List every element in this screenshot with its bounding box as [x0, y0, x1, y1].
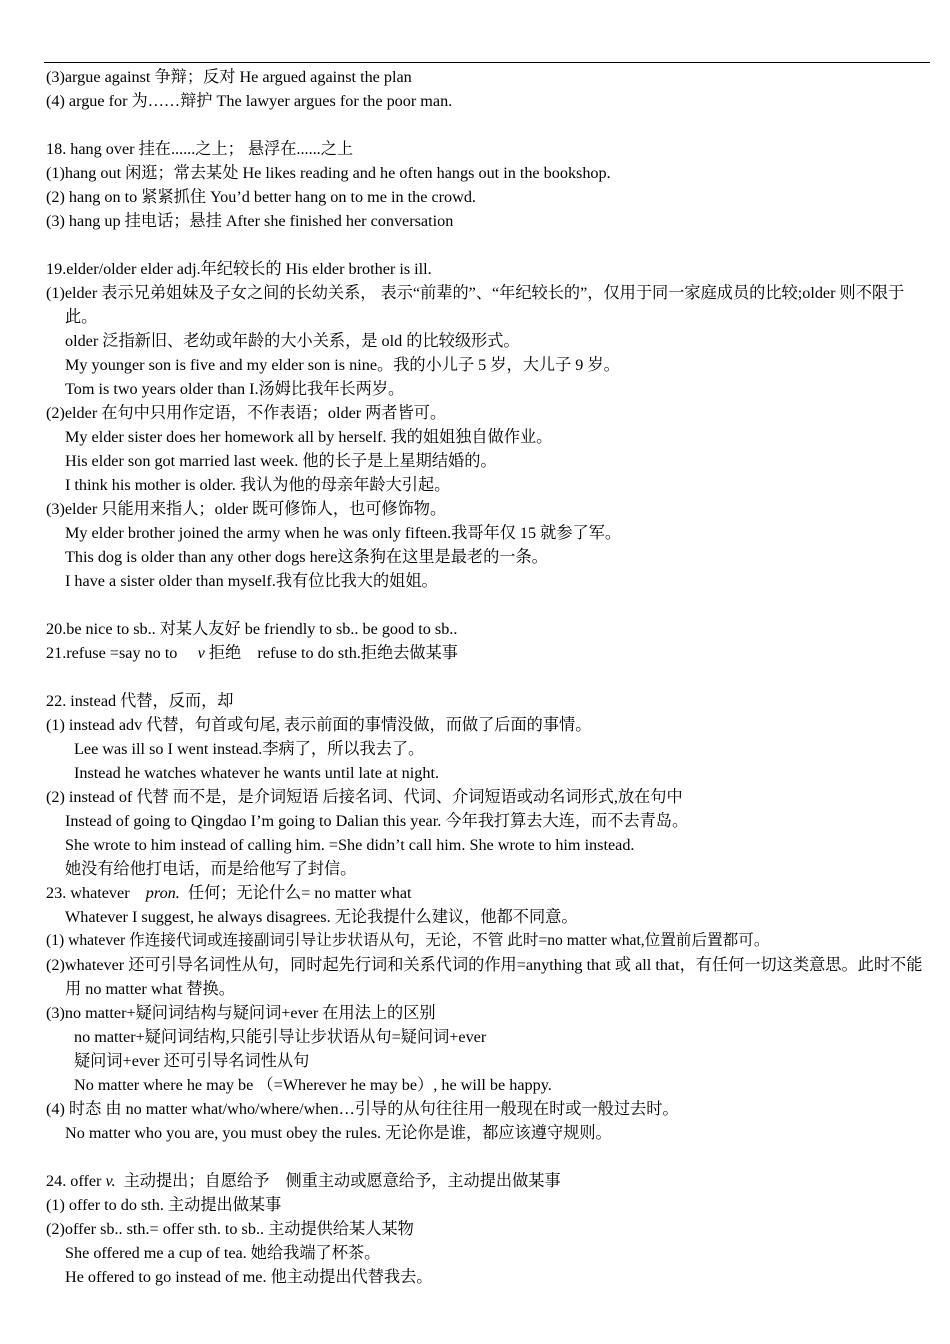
example-line: no matter+疑问词结构,只能引导让步状语从句=疑问词+ever	[74, 1028, 487, 1046]
section-heading: 22. instead 代替，反而，却	[46, 692, 234, 710]
text-run: 拒绝 refuse to do sth.拒绝去做某事	[204, 644, 458, 662]
blank-line	[46, 593, 930, 617]
document-body	[46, 65, 930, 1289]
example-line: Whatever I suggest, he always disagrees. 无论我提什么建议，他都不同意。	[65, 908, 578, 926]
text-line: (2)offer sb.. sth.= offer sth. to sb.. 主动提供给某人某物	[46, 1220, 414, 1238]
text-run: 主动提出；自愿给予 侧重主动或愿意给予，主动提出做某事	[115, 1172, 561, 1190]
example-line: My elder sister does her homework all by herself. 我的姐姐独自做作业。	[65, 428, 553, 446]
text-run-italic: v	[197, 644, 205, 662]
example-line: She wrote to him instead of calling him. =She didn’t call him. She wrote to him instead.	[65, 836, 635, 854]
text-line: (2) instead of 代替 而不是，是介词短语 后接名词、代词、介词短语或动名词形式,放在句中	[46, 788, 683, 806]
text-line: (2)whatever 还可引导名词性从句，同时起先行词和关系代词的作用=anything that 或 all that，有任何一切这类意思。此时不能用 no matter what 替换。	[46, 956, 923, 998]
text-line: (1) offer to do sth. 主动提出做某事	[46, 1196, 282, 1214]
blank-line	[46, 665, 930, 689]
example-line: 她没有给他打电话，而是给他写了封信。	[65, 860, 357, 878]
blank-line	[46, 1145, 930, 1169]
text-run: 23. whatever	[46, 884, 146, 902]
blank-line	[46, 233, 930, 257]
text-line: (3)elder 只能用来指人；older 既可修饰人，也可修饰物。	[46, 500, 447, 518]
text-run: 任何；无论什么= no matter what	[179, 884, 412, 902]
text-line: (2) hang on to 紧紧抓住 You’d better hang on to me in the crowd.	[46, 188, 476, 206]
example-line: His elder son got married last week. 他的长子是上星期结婚的。	[65, 452, 497, 470]
example-line: No matter who you are, you must obey the rules. 无论你是谁，都应该遵守规则。	[65, 1124, 612, 1142]
example-line: I think his mother is older. 我认为他的母亲年龄大引起。	[65, 476, 451, 494]
text-run-italic: pron.	[145, 884, 180, 902]
example-line: Tom is two years older than I.汤姆比我年长两岁。	[65, 380, 405, 398]
text-run: 21.refuse =say no to	[46, 644, 198, 662]
text-line: (3)argue against 争辩；反对 He argued against the plan	[46, 68, 412, 86]
header-rule	[44, 62, 930, 63]
text-run: 24. offer	[46, 1172, 106, 1190]
text-line: older 泛指新旧、老幼或年龄的大小关系，是 old 的比较级形式。	[65, 332, 520, 350]
example-line: She offered me a cup of tea. 她给我端了杯茶。	[65, 1244, 381, 1262]
example-line: No matter where he may be （=Wherever he may be）, he will be happy.	[74, 1076, 552, 1094]
text-line: (2)elder 在句中只用作定语，不作表语；older 两者皆可。	[46, 404, 447, 422]
text-line: (1)elder 表示兄弟姐妹及子女之间的长幼关系， 表示“前辈的”、“年纪较长的”，仅用于同一家庭成员的比较;older 则不限于此。	[46, 284, 905, 326]
text-line: (1)hang out 闲逛；常去某处 He likes reading and he often hangs out in the bookshop.	[46, 164, 611, 182]
example-line: Lee was ill so I went instead.李病了，所以我去了。	[74, 740, 425, 758]
section-heading: 18. hang over 挂在......之上； 悬浮在......之上	[46, 140, 354, 158]
section-heading	[46, 641, 930, 665]
example-line: I have a sister older than myself.我有位比我大的姐姐。	[65, 572, 438, 590]
example-line: This dog is older than any other dogs here这条狗在这里是最老的一条。	[65, 548, 548, 566]
text-line: (4) 时态 由 no matter what/who/where/when…引导的从句往往用一般现在时或一般过去时。	[46, 1100, 679, 1118]
blank-line	[46, 113, 930, 137]
text-line: (3)no matter+疑问词结构与疑问词+ever 在用法上的区别	[46, 1004, 436, 1022]
text-line: (1) whatever 作连接代词或连接副词引导让步状语从句，无论，不管 此时=no matter what,位置前后置都可。	[46, 932, 770, 949]
text-line: (3) hang up 挂电话；悬挂 After she finished her conversation	[46, 212, 454, 230]
example-line: Instead he watches whatever he wants until late at night.	[74, 764, 439, 782]
section-heading	[46, 881, 930, 905]
section-heading: 20.be nice to sb.. 对某人友好 be friendly to sb.. be good to sb..	[46, 620, 458, 638]
section-heading	[46, 1169, 930, 1193]
example-line: He offered to go instead of me. 他主动提出代替我去。	[65, 1268, 433, 1286]
example-line: My elder brother joined the army when he was only fifteen.我哥年仅 15 就参了军。	[65, 524, 622, 542]
text-run-italic: v.	[105, 1172, 116, 1190]
section-heading: 19.elder/older elder adj.年纪较长的 His elder brother is ill.	[46, 260, 432, 278]
example-line: 疑问词+ever 还可引导名词性从句	[74, 1052, 310, 1070]
example-line: Instead of going to Qingdao I’m going to Dalian this year. 今年我打算去大连，而不去青岛。	[65, 812, 689, 830]
text-line: (1) instead adv 代替，句首或句尾, 表示前面的事情没做，而做了后面的事情。	[46, 716, 592, 734]
example-line: My younger son is five and my elder son is nine。我的小儿子 5 岁，大儿子 9 岁。	[65, 356, 620, 374]
text-line: (4) argue for 为……辩护 The lawyer argues for the poor man.	[46, 92, 453, 110]
